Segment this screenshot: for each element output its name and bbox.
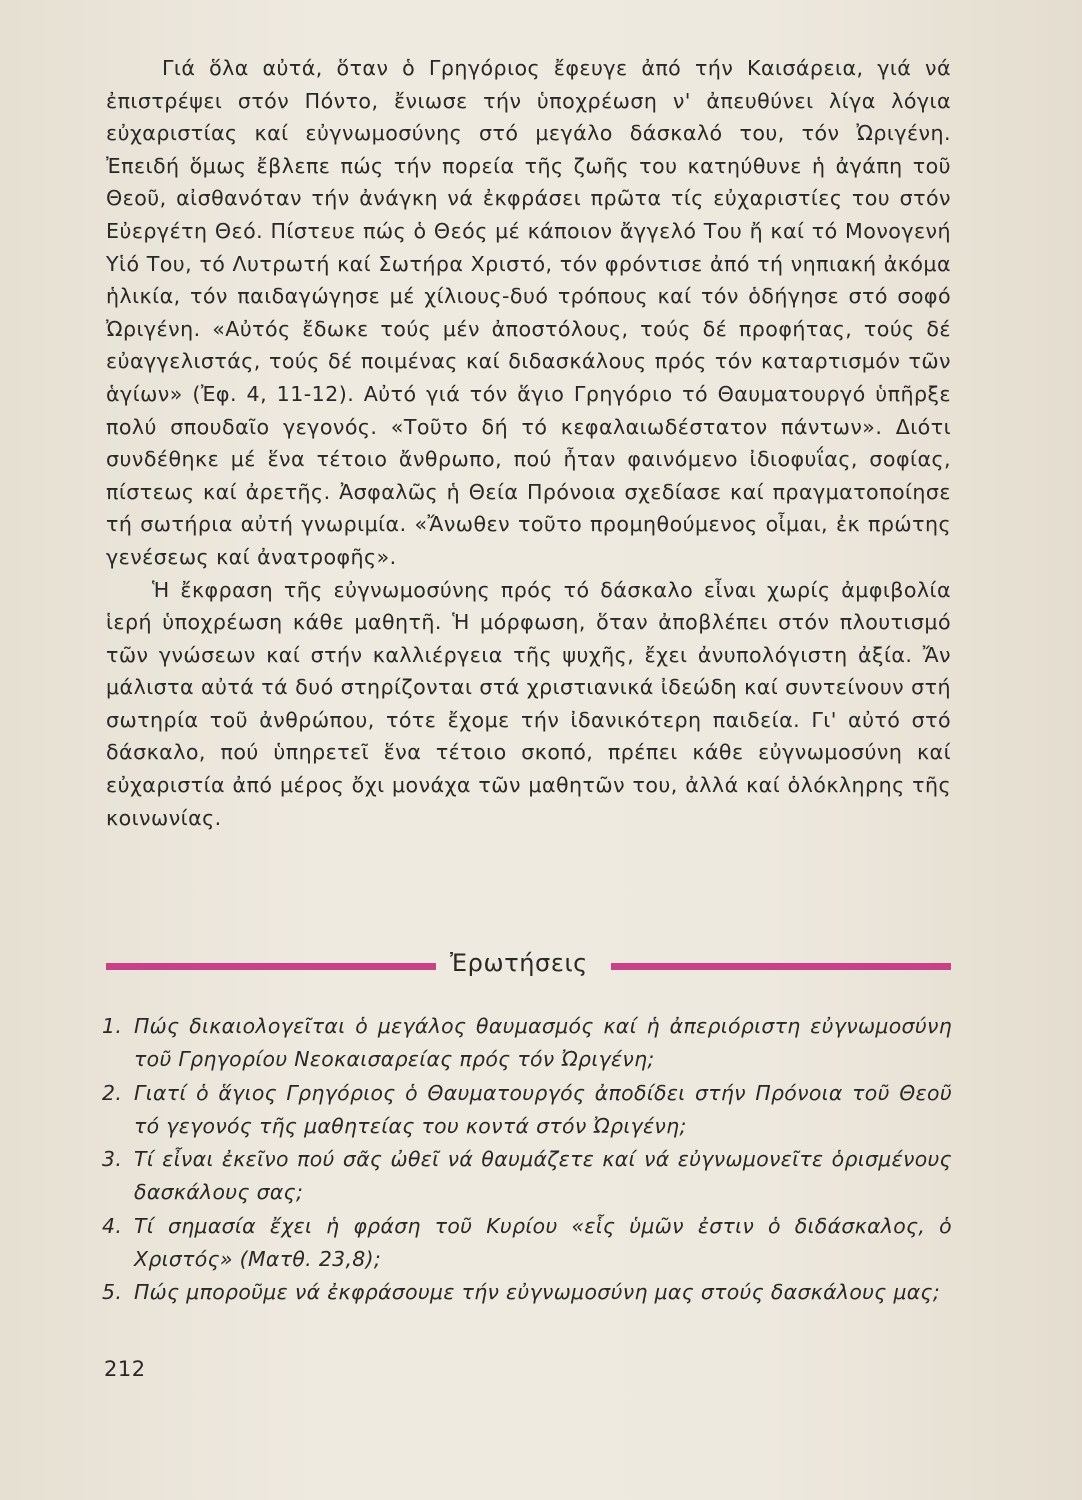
page-number: 212 — [104, 1357, 146, 1381]
paragraph-gratitude-origen: Γιά ὅλα αὐτά, ὅταν ὁ Γρηγόριος ἔφευγε ἀπό τήν Καισάρεια, γιά νά ἐπιστρέψει στόν Πόντο, ἔνιωσε τήν ὑποχρέωση ν' ἀπευθύνει λίγα λόγια εὐχαριστίας καί εὐγνωμοσύνης στό μεγάλο δάσκαλό του, τόν Ὠριγένη. Ἐπειδή ὅμως ἔβλεπε πώς τήν πορεία τῆς ζωῆς του κατηύθυνε ἡ ἀγάπη τοῦ Θεοῦ, αἰσθανόταν τήν ἀνάγκη νά ἐκφράσει πρῶτα τίς εὐχαριστίες του στόν Εὐεργέτη Θεό. Πίστευε πώς ὁ Θεός μέ κάποιον ἄγγελό Του ἤ καί τό Μονογενή Υἱό Του, τό Λυτρωτή καί Σωτήρα Χριστό, τόν φρόντισε ἀπό τή νηπιακή ἀκόμα ἡλικία, τόν παιδαγώγησε μέ χίλιους-δυό τρόπους καί τόν ὁδήγησε στό σοφό Ὠριγένη. «Αὐτός ἔδωκε τούς μέν ἀποστόλους, τούς δέ προφήτας, τούς δέ εὐαγγελιστάς, τούς δέ ποιμένας καί διδασκάλους πρός τόν καταρτισμόν τῶν ἁγίων» (Ἐφ. 4, 11-12). Αὐτό γιά τόν ἅγιο Γρηγόριο τό Θαυματουργό ὑπῆρξε πολύ σπουδαῖο γεγονός. «Τοῦτο δή τό κεφαλαιωδέστατον πάντων». Διότι συνδέθηκε μέ ἕνα τέτοιο ἄνθρωπο, πού ἦταν φαινόμενο ἰδιοφυΐας, σοφίας, πίστεως καί ἀρετῆς. Ἀσφαλῶς ἡ Θεία Πρόνοια σχεδίασε καί πραγματοποίησε τή σωτήρια αὐτή γνωριμία. «Ἄνωθεν τοῦτο προμηθούμενος οἶμαι, ἐκ πρώτης γενέσεως καί ἀνατροφῆς». — [106, 56, 951, 569]
question-text: Πώς μποροῦμε νά ἐκφράσουμε τήν εὐγνωμοσύνη μας στούς δασκάλους μας; — [134, 1280, 941, 1305]
question-item — [102, 1010, 952, 1077]
question-number: 1. — [102, 1014, 123, 1038]
questions-heading-row — [106, 943, 951, 983]
heading-rule-right — [611, 963, 951, 970]
question-number: 5. — [102, 1280, 123, 1305]
question-item — [102, 1276, 952, 1309]
question-text: Τί εἶναι ἐκεῖνο πού σᾶς ὠθεῖ νά θαυμάζετε καί νά εὐγνωμονεῖτε ὁρισμένους δασκάλους σας; — [134, 1147, 952, 1205]
questions-list — [102, 1010, 952, 1310]
question-number: 3. — [102, 1147, 123, 1172]
question-text: Πώς δικαιολογεῖται ὁ μεγάλος θαυμασμός καί ἡ ἀπεριόριστη εὐγνωμοσύνη τοῦ Γρηγορίου Νεοκαισαρείας πρός τόν Ὠριγένη; — [134, 1014, 952, 1072]
heading-rule-left — [106, 963, 436, 970]
question-number: 4. — [102, 1213, 123, 1238]
question-item — [102, 1143, 952, 1210]
question-text: Τί σημασία ἔχει ἡ φράση τοῦ Κυρίου «εἷς ὑμῶν ἐστιν ὁ διδάσκαλος, ὁ Χριστός» (Ματθ. 23,8); — [134, 1213, 952, 1272]
questions-heading: Ἐρωτήσεις — [450, 949, 588, 977]
question-text: Γιατί ὁ ἅγιος Γρηγόριος ὁ Θαυματουργός ἀποδίδει στήν Πρόνοια τοῦ Θεοῦ τό γεγονός τῆς μαθητείας του κοντά στόν Ὠριγένη; — [134, 1080, 952, 1138]
question-item — [102, 1077, 952, 1144]
paragraph-gratitude-teacher: Ἡ ἔκφραση τῆς εὐγνωμοσύνης πρός τό δάσκαλο εἶναι χωρίς ἀμφιβολία ἱερή ὑποχρέωση κάθε μαθητῆ. Ἡ μόρφωση, ὅταν ἀποβλέπει στόν πλουτισμό τῶν γνώσεων καί στήν καλλιέργεια τῆς ψυχῆς, ἔχει ἀνυπολόγιστη ἀξία. Ἄν μάλιστα αὐτά τά δυό στηρίζονται στά χριστιανικά ἰδεώδη καί συντείνουν στή σωτηρία τοῦ ἀνθρώπου, τότε ἔχομε τήν ἰδανικότερη παιδεία. Γι' αὐτό στό δάσκαλο, πού ὑπηρετεῖ ἕνα τέτοιο σκοπό, πρέπει κάθε εὐγνωμοσύνη καί εὐχαριστία ἀπό μέρος ὄχι μονάχα τῶν μαθητῶν του, ἀλλά καί ὁλόκληρης τῆς κοινωνίας. — [106, 577, 951, 830]
question-number: 2. — [102, 1080, 123, 1105]
question-item — [102, 1210, 952, 1277]
main-text — [106, 52, 951, 834]
